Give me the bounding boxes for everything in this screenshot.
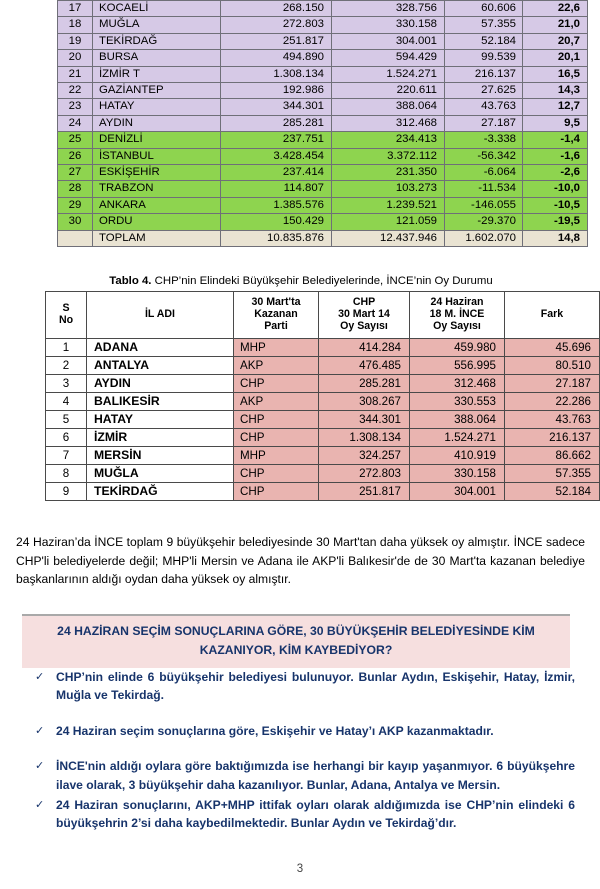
cell-s-no [58, 230, 93, 246]
header-il-adi [87, 292, 234, 339]
table-4-head [46, 292, 600, 339]
cell-yuzde: -1,4 [523, 132, 588, 148]
cell-24-haziran-oy: 3.372.112 [332, 148, 445, 164]
cell-s-no: 21 [58, 66, 93, 82]
cell-party: CHP [234, 375, 319, 393]
cell-party: MHP [234, 447, 319, 465]
cell-s-no: 30 [58, 214, 93, 230]
cell-s-no: 19 [58, 33, 93, 49]
cell-fark: 99.539 [445, 50, 523, 66]
cell-city: AYDIN [93, 115, 221, 131]
cell-30-mart-oy: 10.835.876 [221, 230, 332, 246]
table-row [46, 483, 600, 501]
table-row [58, 181, 588, 197]
header-line: Oy Sayısı [433, 319, 481, 332]
cell-s-no: 22 [58, 83, 93, 99]
cell-fark: 43.763 [505, 411, 600, 429]
cell-yuzde: -2,6 [523, 165, 588, 181]
vote-comparison-table [57, 0, 588, 247]
cell-s-no: 20 [58, 50, 93, 66]
header-line: Kazanan [254, 308, 298, 321]
cell-party: MHP [234, 339, 319, 357]
conclusion-bullet-list [30, 668, 575, 833]
cell-city: BALIKESİR [87, 393, 234, 411]
cell-30-mart-oy: 114.807 [221, 181, 332, 197]
cell-city: İZMİR T [93, 66, 221, 82]
table-row [58, 1, 588, 17]
cell-chp-30-mart-oy: 1.308.134 [319, 429, 410, 447]
cell-yuzde: 14,8 [523, 230, 588, 246]
header-line: CHP [352, 296, 376, 309]
cell-30-mart-oy: 192.986 [221, 83, 332, 99]
cell-24-haziran-oy: 234.413 [332, 132, 445, 148]
cell-ince-24-haziran-oy: 556.995 [410, 357, 505, 375]
cell-s-no: 23 [58, 99, 93, 115]
header-line: Oy Sayısı [340, 319, 388, 332]
cell-s-no: 3 [46, 375, 87, 393]
cell-30-mart-oy: 237.751 [221, 132, 332, 148]
table-row [58, 33, 588, 49]
cell-city: KOCAELİ [93, 1, 221, 17]
cell-fark: -3.338 [445, 132, 523, 148]
cell-s-no: 7 [46, 447, 87, 465]
cell-city: HATAY [87, 411, 234, 429]
header-line: 24 Haziran [430, 296, 484, 309]
cell-party: CHP [234, 411, 319, 429]
cell-24-haziran-oy: 328.756 [332, 1, 445, 17]
cell-chp-30-mart-oy: 324.257 [319, 447, 410, 465]
cell-24-haziran-oy: 12.437.946 [332, 230, 445, 246]
cell-city: MERSİN [87, 447, 234, 465]
cell-24-haziran-oy: 388.064 [332, 99, 445, 115]
cell-city: İZMİR [87, 429, 234, 447]
cell-yuzde: 20,7 [523, 33, 588, 49]
cell-city: GAZİANTEP [93, 83, 221, 99]
cell-s-no: 27 [58, 165, 93, 181]
cell-fark: -146.055 [445, 197, 523, 213]
table-4-body [46, 339, 600, 501]
cell-30-mart-oy: 268.150 [221, 1, 332, 17]
cell-fark: 216.137 [505, 429, 600, 447]
cell-30-mart-oy: 494.890 [221, 50, 332, 66]
list-item [30, 796, 575, 833]
cell-city: BURSA [93, 50, 221, 66]
cell-fark: 52.184 [505, 483, 600, 501]
cell-yuzde: -10,5 [523, 197, 588, 213]
table-row [58, 17, 588, 33]
banner-line-1: 24 HAZİRAN SEÇİM SONUÇLARINA GÖRE, 30 BÜYÜKŞEHİR BELEDİYESİNDE KİM [57, 624, 535, 638]
chp-ince-vote-table [45, 291, 600, 501]
table-4-caption [45, 274, 557, 288]
header-s-no [46, 292, 87, 339]
table-row [46, 429, 600, 447]
cell-fark: 86.662 [505, 447, 600, 465]
header-line: Fark [540, 308, 564, 321]
list-item-text: 24 Haziran seçim sonuçlarına göre, Eskişehir ve Hatay’ı AKP kazanmaktadır. [56, 723, 494, 738]
cell-30-mart-oy: 150.429 [221, 214, 332, 230]
list-item [30, 757, 575, 794]
header-chp-30-mart [319, 292, 410, 339]
cell-yuzde: -10,0 [523, 181, 588, 197]
cell-city: TRABZON [93, 181, 221, 197]
cell-fark: -56.342 [445, 148, 523, 164]
cell-s-no: 5 [46, 411, 87, 429]
header-line: 30 Mart'ta [251, 296, 301, 309]
cell-fark: 216.137 [445, 66, 523, 82]
cell-s-no: 28 [58, 181, 93, 197]
header-line: 30 Mart 14 [338, 308, 390, 321]
cell-s-no: 6 [46, 429, 87, 447]
page-number: 3 [296, 863, 304, 875]
cell-yuzde: 9,5 [523, 115, 588, 131]
cell-party: AKP [234, 393, 319, 411]
header-line: 18 M. İNCE [429, 308, 485, 321]
cell-city: ADANA [87, 339, 234, 357]
cell-yuzde: 16,5 [523, 66, 588, 82]
cell-30-mart-oy: 3.428.454 [221, 148, 332, 164]
cell-24-haziran-oy: 330.158 [332, 17, 445, 33]
cell-fark: 27.187 [505, 375, 600, 393]
table-row [46, 465, 600, 483]
cell-s-no: 26 [58, 148, 93, 164]
cell-s-no: 25 [58, 132, 93, 148]
cell-30-mart-oy: 285.281 [221, 115, 332, 131]
cell-party: CHP [234, 483, 319, 501]
cell-fark: 22.286 [505, 393, 600, 411]
header-line: Parti [264, 319, 288, 332]
table-4-caption-rest: CHP’nin Elindeki Büyükşehir Belediyelerinde, İNCE’nin Oy Durumu [151, 275, 493, 287]
cell-fark: 1.602.070 [445, 230, 523, 246]
cell-chp-30-mart-oy: 414.284 [319, 339, 410, 357]
table-row [58, 66, 588, 82]
cell-fark: 27.625 [445, 83, 523, 99]
cell-fark: 57.355 [505, 465, 600, 483]
cell-chp-30-mart-oy: 308.267 [319, 393, 410, 411]
cell-chp-30-mart-oy: 344.301 [319, 411, 410, 429]
table-row [58, 165, 588, 181]
cell-party: AKP [234, 357, 319, 375]
cell-party: CHP [234, 429, 319, 447]
cell-ince-24-haziran-oy: 304.001 [410, 483, 505, 501]
cell-yuzde: -19,5 [523, 214, 588, 230]
table-row [58, 50, 588, 66]
header-fark [505, 292, 600, 339]
cell-ince-24-haziran-oy: 330.158 [410, 465, 505, 483]
checkmark-icon: ✓ [35, 760, 45, 773]
cell-ince-24-haziran-oy: 410.919 [410, 447, 505, 465]
cell-city: MUĞLA [93, 17, 221, 33]
list-item [30, 722, 575, 740]
cell-chp-30-mart-oy: 476.485 [319, 357, 410, 375]
cell-s-no: 9 [46, 483, 87, 501]
table-row [58, 197, 588, 213]
list-item-text: İNCE'nin aldığı oylara göre baktığımızda ise herhangi bir kayıp yaşanmıyor. 6 büyükşehre ilave olarak, 3 büyükşehir daha kazanılıyor. Bunlar, Adana, Antalya ve Mersin. [56, 759, 575, 792]
header-line: No [58, 314, 74, 326]
cell-fark: -29.370 [445, 214, 523, 230]
list-item [30, 668, 575, 705]
cell-24-haziran-oy: 304.001 [332, 33, 445, 49]
cell-30-mart-oy: 272.803 [221, 17, 332, 33]
cell-yuzde: 22,6 [523, 1, 588, 17]
cell-ince-24-haziran-oy: 459.980 [410, 339, 505, 357]
table-row [46, 393, 600, 411]
cell-city: ANKARA [93, 197, 221, 213]
table-4-caption-lead: Tablo 4. [109, 275, 152, 287]
analysis-paragraph: 24 Haziran’da İNCE toplam 9 büyükşehir belediyesinde 30 Mart'tan daha yüksek oy almıştır. İNCE sadece CHP'li belediyelerde değil; MHP'li Mersin ve Adana ile AKP'li Balıkesir'de de 30 Mart'ta kazanan belediye başkanlarının aldığı oydan daha yüksek oy almıştır. [16, 535, 585, 587]
cell-city: TOPLAM [93, 230, 221, 246]
cell-yuzde: 14,3 [523, 83, 588, 99]
header-line: S [62, 302, 70, 315]
cell-chp-30-mart-oy: 272.803 [319, 465, 410, 483]
cell-yuzde: 21,0 [523, 17, 588, 33]
cell-30-mart-oy: 1.385.576 [221, 197, 332, 213]
cell-s-no: 1 [46, 339, 87, 357]
list-item-text: CHP’nin elinde 6 büyükşehir belediyesi bulunuyor. Bunlar Aydın, Eskişehir, Hatay, İzmir, Muğla ve Tekirdağ. [56, 670, 575, 703]
table-4-header-row [46, 292, 600, 339]
table-row [58, 83, 588, 99]
cell-city: HATAY [93, 99, 221, 115]
cell-city: İSTANBUL [93, 148, 221, 164]
checkmark-icon: ✓ [35, 799, 45, 812]
cell-fark: 80.510 [505, 357, 600, 375]
cell-yuzde: -1,6 [523, 148, 588, 164]
cell-city: DENİZLİ [93, 132, 221, 148]
table-row [58, 148, 588, 164]
cell-yuzde: 12,7 [523, 99, 588, 115]
cell-24-haziran-oy: 594.429 [332, 50, 445, 66]
cell-fark: 57.355 [445, 17, 523, 33]
table-row [46, 411, 600, 429]
checkmark-icon: ✓ [35, 671, 45, 683]
cell-30-mart-oy: 1.308.134 [221, 66, 332, 82]
cell-city: MUĞLA [87, 465, 234, 483]
header-ince-24-haziran [410, 292, 505, 339]
cell-24-haziran-oy: 1.239.521 [332, 197, 445, 213]
cell-party: CHP [234, 465, 319, 483]
question-banner [22, 614, 570, 668]
table-row [58, 230, 588, 246]
table-4 [45, 291, 591, 501]
cell-s-no: 24 [58, 115, 93, 131]
table-row [58, 99, 588, 115]
table-row [58, 214, 588, 230]
header-party [234, 292, 319, 339]
cell-chp-30-mart-oy: 285.281 [319, 375, 410, 393]
cell-s-no: 17 [58, 1, 93, 17]
cell-s-no: 29 [58, 197, 93, 213]
cell-ince-24-haziran-oy: 312.468 [410, 375, 505, 393]
cell-ince-24-haziran-oy: 330.553 [410, 393, 505, 411]
cell-fark: -6.064 [445, 165, 523, 181]
cell-fark: 52.184 [445, 33, 523, 49]
cell-fark: 60.606 [445, 1, 523, 17]
cell-24-haziran-oy: 312.468 [332, 115, 445, 131]
table-row [46, 375, 600, 393]
cell-city: ORDU [93, 214, 221, 230]
table-3-body [58, 1, 588, 247]
cell-30-mart-oy: 344.301 [221, 99, 332, 115]
table-row [58, 132, 588, 148]
checkmark-icon: ✓ [35, 724, 45, 737]
cell-yuzde: 20,1 [523, 50, 588, 66]
cell-ince-24-haziran-oy: 388.064 [410, 411, 505, 429]
cell-24-haziran-oy: 1.524.271 [332, 66, 445, 82]
cell-fark: 45.696 [505, 339, 600, 357]
cell-30-mart-oy: 251.817 [221, 33, 332, 49]
cell-ince-24-haziran-oy: 1.524.271 [410, 429, 505, 447]
cell-city: ESKİŞEHİR [93, 165, 221, 181]
cell-city: AYDIN [87, 375, 234, 393]
table-row [46, 357, 600, 375]
list-item-text: 24 Haziran sonuçlarını, AKP+MHP ittifak oyları olarak aldığımızda ise CHP’nin elindeki 6 büyükşehrin 2’si daha kaybedilmektedir. Bunlar Aydın ve Tekirdağ’dır. [56, 798, 575, 831]
table-3-continued [57, 0, 580, 247]
cell-s-no: 4 [46, 393, 87, 411]
cell-city: ANTALYA [87, 357, 234, 375]
cell-30-mart-oy: 237.414 [221, 165, 332, 181]
cell-24-haziran-oy: 220.611 [332, 83, 445, 99]
table-row [58, 115, 588, 131]
cell-24-haziran-oy: 103.273 [332, 181, 445, 197]
header-line: İL ADI [144, 308, 176, 321]
cell-24-haziran-oy: 121.059 [332, 214, 445, 230]
cell-city: TEKİRDAĞ [87, 483, 234, 501]
cell-s-no: 2 [46, 357, 87, 375]
cell-chp-30-mart-oy: 251.817 [319, 483, 410, 501]
table-row [46, 339, 600, 357]
cell-fark: -11.534 [445, 181, 523, 197]
cell-s-no: 18 [58, 17, 93, 33]
table-row [46, 447, 600, 465]
cell-city: TEKİRDAĞ [93, 33, 221, 49]
cell-fark: 43.763 [445, 99, 523, 115]
banner-line-2: KAZANIYOR, KİM KAYBEDİYOR? [199, 643, 393, 657]
cell-24-haziran-oy: 231.350 [332, 165, 445, 181]
cell-fark: 27.187 [445, 115, 523, 131]
cell-s-no: 8 [46, 465, 87, 483]
